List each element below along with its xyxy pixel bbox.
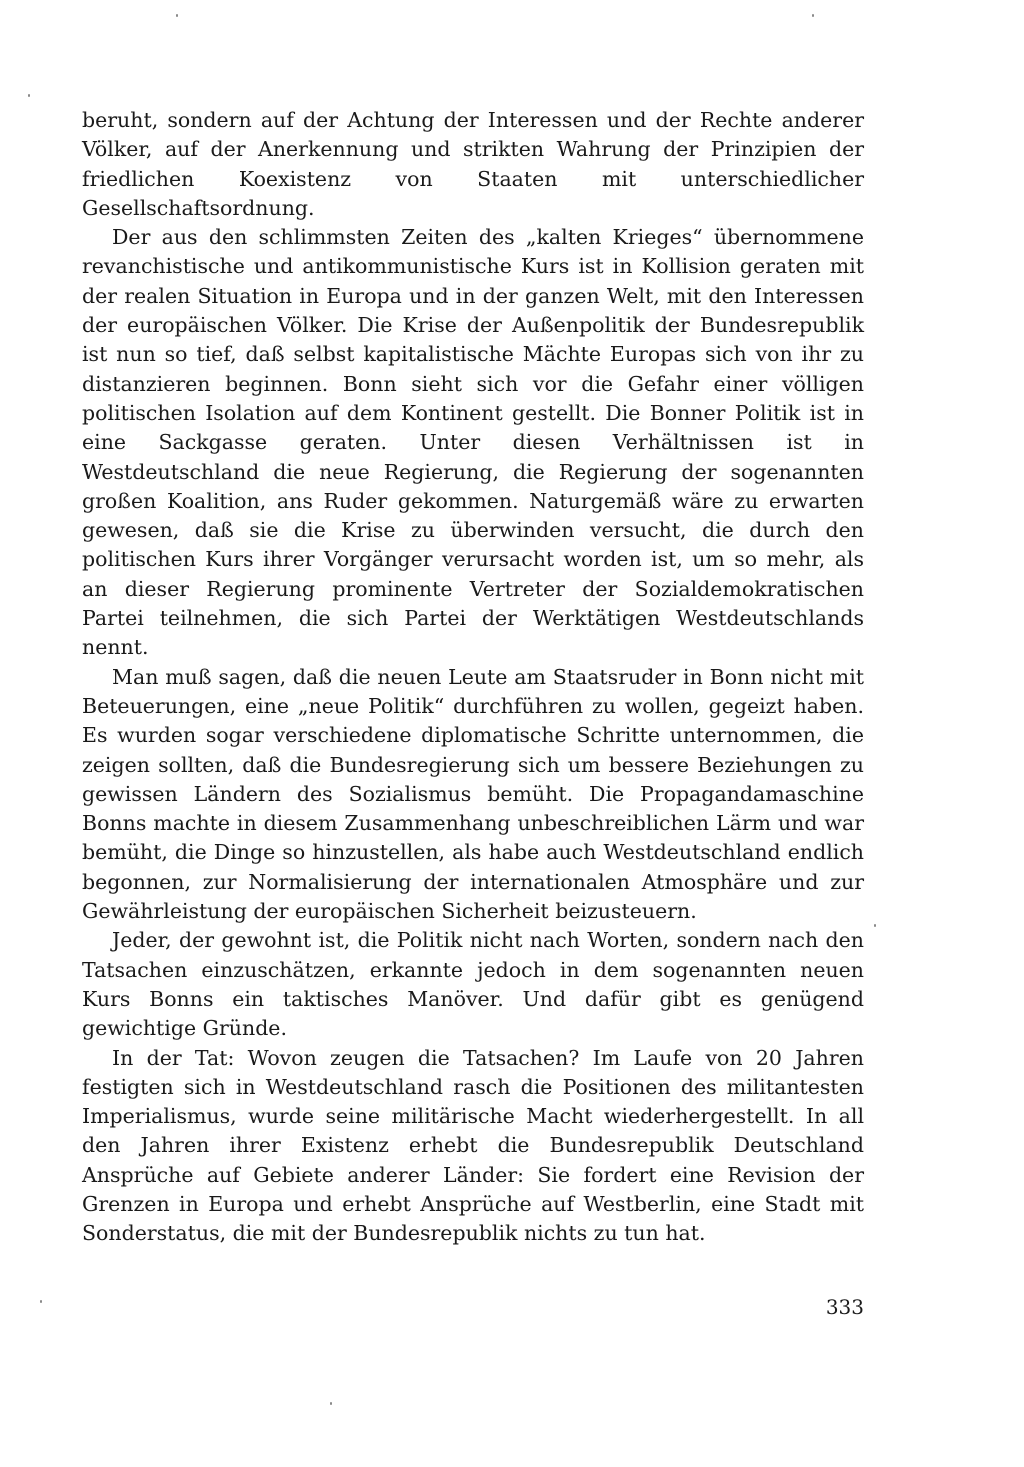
paragraph-4: Jeder, der gewohnt ist, die Politik nicht nach Worten, sondern nach den Tatsachen einzuschätzen, erkannte jedoch in dem sogenannten neuen Kurs Bonns ein taktisches Manöver. Und dafür gibt es genügend gewichtige Gründe.: [82, 928, 864, 1041]
scan-speck: [28, 94, 30, 97]
body-text: [82, 106, 864, 1249]
paragraph-1: beruht, sondern auf der Achtung der Interessen und der Rechte anderer Völker, auf der Anerkennung und strikten Wahrung der Prinzipien der friedlichen Koexistenz von Staaten mit unterschiedlicher Gesellschaftsordnung.: [82, 108, 864, 220]
scan-speck: [812, 14, 814, 17]
paragraph-3: Man muß sagen, daß die neuen Leute am Staatsruder in Bonn nicht mit Beteuerungen, eine „neue Politik“ durchführen zu wollen, gegeizt haben. Es wurden sogar verschiedene diplomatische Schritte unternommen, die zeigen sollten, daß die Bundesregierung sich um bessere Beziehungen zu gewissen Ländern des Sozialismus bemüht. Die Propagandamaschine Bonns machte in diesem Zusammenhang unbeschreiblichen Lärm und war bemüht, die Dinge so hinzustellen, als habe auch Westdeutschland endlich begonnen, zur Normalisierung der internationalen Atmosphäre und zur Gewährleistung der europäischen Sicherheit beizusteuern.: [82, 664, 864, 924]
page-number: 333: [825, 1295, 864, 1319]
paragraph-5: In der Tat: Wovon zeugen die Tatsachen? Im Laufe von 20 Jahren festigten sich in Westdeutschland rasch die Positionen des militantesten Imperialismus, wurde seine militärische Macht wiederhergestellt. In all den Jahren ihrer Existenz erhebt die Bundesrepublik Deutschland Ansprüche auf Gebiete anderer Länder: Sie fordert eine Revision der Grenzen in Europa und erhebt Ansprüche auf Westberlin, eine Stadt mit Sonderstatus, die mit der Bundesrepublik nichts zu tun hat.: [82, 1045, 864, 1246]
paragraph-2: Der aus den schlimmsten Zeiten des „kalten Krieges“ übernommene revanchistische und antikommunistische Kurs ist in Kollision geraten mit der realen Situation in Europa und in der ganzen Welt, mit den Interessen der europäischen Völker. Die Krise der Außenpolitik der Bundesrepublik ist nun so tief, daß selbst kapitalistische Mächte Europas sich von ihr zu distanzieren beginnen. Bonn sieht sich vor die Gefahr einer völligen politischen Isolation auf dem Kontinent gestellt. Die Bonner Politik ist in eine Sackgasse geraten. Unter diesen Verhältnissen ist in Westdeutschland die neue Regierung, die Regierung der sogenannten großen Koalition, ans Ruder gekommen. Naturgemäß wäre zu erwarten gewesen, daß sie die Krise zu überwinden versucht, die durch den politischen Kurs ihrer Vorgänger verursacht worden ist, um so mehr, als an dieser Regierung prominente Vertreter der Sozialdemokratischen Partei teilnehmen, die sich Partei der Werktätigen Westdeutschlands nennt.: [82, 225, 864, 660]
scan-speck: [330, 1402, 332, 1405]
scan-speck: [40, 1300, 42, 1303]
scan-speck: [874, 924, 876, 927]
scan-speck: [176, 14, 178, 17]
